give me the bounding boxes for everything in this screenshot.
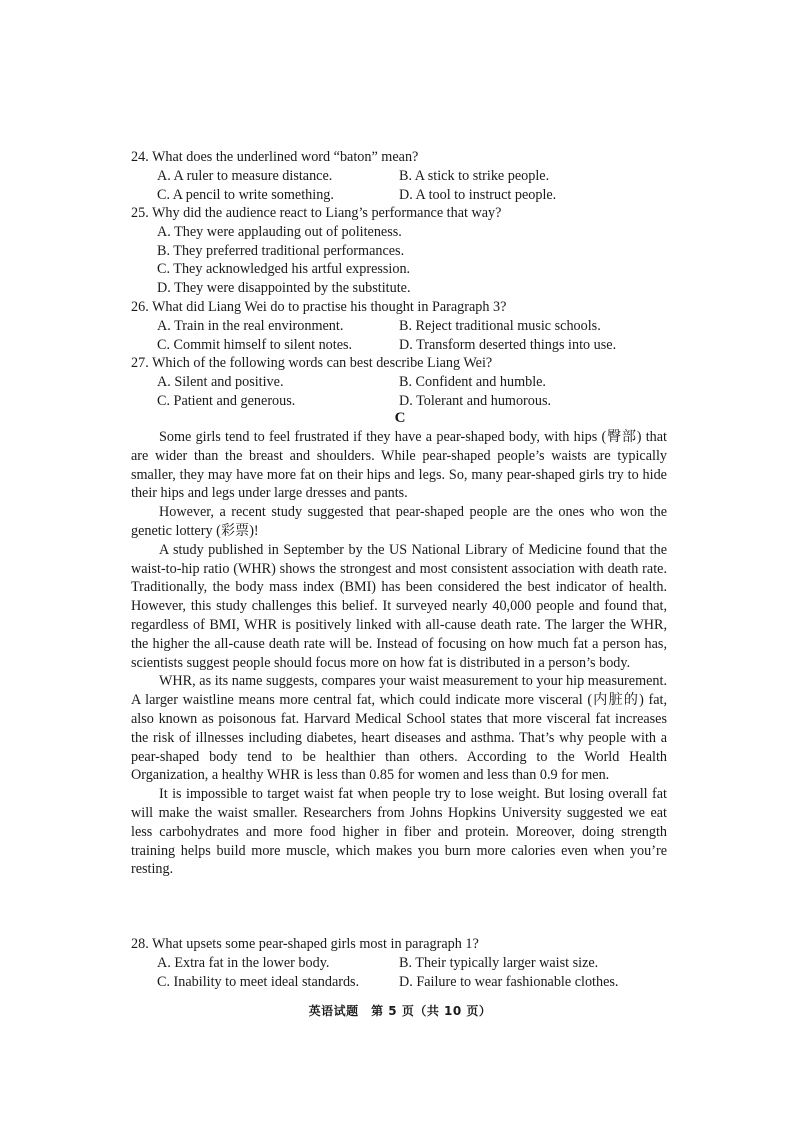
question-25-option-b: B. They preferred traditional performances. (157, 242, 405, 259)
section-c-heading: C (394, 410, 406, 426)
question-25-option-a: A. They were applauding out of politeness. (157, 223, 402, 240)
question-25-option-c: C. They acknowledged his artful expression. (157, 261, 411, 278)
question-24-stem: 24. What does the underlined word “baton” mean? (131, 149, 419, 165)
question-28 (131, 935, 671, 991)
question-26 (131, 298, 671, 354)
question-28-option-d: D. Failure to wear fashionable clothes. (399, 973, 619, 990)
question-26-option-b: B. Reject traditional music schools. (399, 317, 601, 334)
reading-passage-c (131, 428, 667, 879)
question-28-stem: 28. What upsets some pear-shaped girls most in paragraph 1? (131, 936, 479, 952)
question-27-option-d: D. Tolerant and humorous. (399, 392, 552, 409)
question-27 (131, 354, 671, 410)
page-footer: 英语试题 第 5 页（共 10 页） (308, 1004, 492, 1018)
passage-paragraph-3: A study published in September by the US National Library of Medicine found that the waist-to-hip ratio (WHR) shows the strongest and most consistent association with death rate. Traditionally, the body mass index (BMI) has been considered the best indicator of health. However, this study challenges this belief. It surveyed nearly 40,000 people and found that, regardless of BMI, WHR is positively linked with all-cause death rate. The larger the WHR, the higher the all-cause death rate will be. Instead of focusing on how much fat a person has, scientists suggest people should focus more on how fat is distributed in a person’s body. (131, 541, 667, 671)
question-28-option-a: A. Extra fat in the lower body. (157, 954, 330, 971)
question-24 (131, 148, 671, 204)
passage-paragraph-1: Some girls tend to feel frustrated if they have a pear-shaped body, with hips (臀部) that are wider than the breast and shoulders. While pear-shaped people’s waists are typically smaller, they may have more fat on their hips and legs. So, many pear-shaped girls try to hide their hips and legs under large dresses and pants. (131, 429, 667, 502)
question-24-option-a: A. A ruler to measure distance. (157, 167, 333, 184)
question-28-option-c: C. Inability to meet ideal standards. (157, 973, 360, 990)
question-26-option-d: D. Transform deserted things into use. (399, 336, 617, 353)
question-27-option-c: C. Patient and generous. (157, 392, 296, 409)
passage-paragraph-2: However, a recent study suggested that pear-shaped people are the ones who won the genetic lottery (彩票)! (131, 504, 667, 539)
question-27-stem: 27. Which of the following words can best describe Liang Wei? (131, 355, 493, 371)
question-27-option-a: A. Silent and positive. (157, 373, 284, 390)
passage-paragraph-5: It is impossible to target waist fat when people try to lose weight. But losing overall fat will make the waist smaller. Researchers from Johns Hopkins University suggested we eat less carbohydrates and more food higher in fiber and protein. Moreover, doing strength training helps build more muscle, which makes you burn more calories even when you’re resting. (131, 786, 667, 878)
question-26-stem: 26. What did Liang Wei do to practise his thought in Paragraph 3? (131, 299, 507, 315)
question-25-stem: 25. Why did the audience react to Liang’s performance that way? (131, 205, 502, 221)
question-28-option-b: B. Their typically larger waist size. (399, 954, 599, 971)
question-24-option-d: D. A tool to instruct people. (399, 186, 557, 203)
question-27-option-b: B. Confident and humble. (399, 373, 546, 390)
passage-paragraph-4: WHR, as its name suggests, compares your waist measurement to your hip measurement. A larger waistline means more central fat, which could indicate more visceral (内脏的) fat, also known as poisonous fat. Harvard Medical School states that more visceral fat increases the risk of illnesses including diabetes, heart diseases and asthma. That’s why people with a pear-shaped body tend to be healthier than others. According to the World Health Organization, a healthy WHR is less than 0.85 for women and less than 0.9 for men. (131, 673, 667, 784)
question-24-option-c: C. A pencil to write something. (157, 186, 334, 203)
question-24-option-b: B. A stick to strike people. (399, 167, 550, 184)
question-25 (131, 204, 671, 298)
question-26-option-a: A. Train in the real environment. (157, 317, 344, 334)
question-25-option-d: D. They were disappointed by the substitute. (157, 280, 411, 297)
question-26-option-c: C. Commit himself to silent notes. (157, 336, 353, 353)
